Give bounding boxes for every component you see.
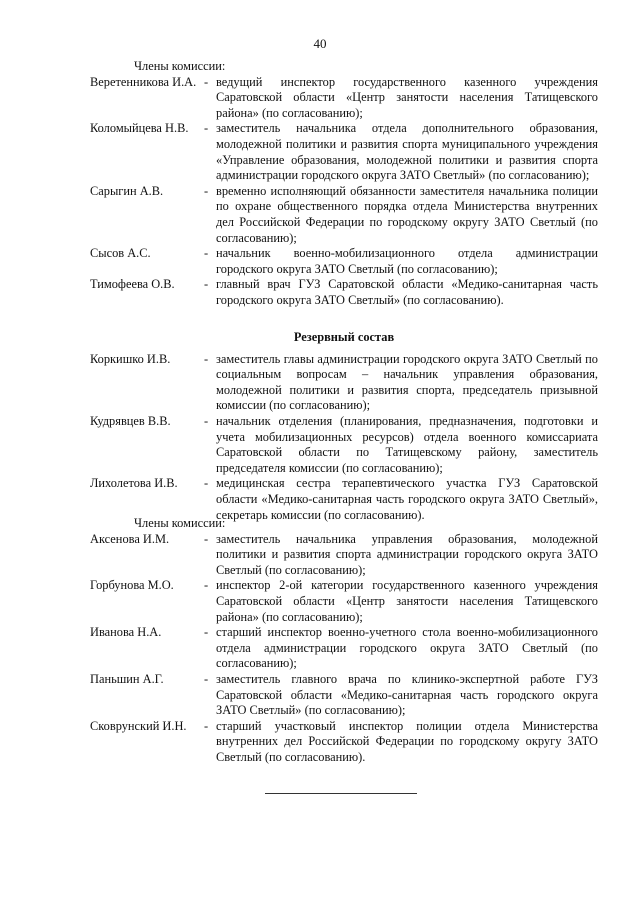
member-dash: - xyxy=(204,246,209,261)
section-label: Члены комиссии: xyxy=(134,516,226,530)
member-dash: - xyxy=(204,718,209,733)
member-dash: - xyxy=(204,531,209,546)
member-name: Сысов А.С. xyxy=(90,246,151,261)
member-entry xyxy=(90,719,598,766)
reserve-heading: Резервный состав xyxy=(293,330,395,344)
member-name: Сарыгин А.В. xyxy=(90,183,164,198)
member-role: заместитель начальника отдела дополнительного образования, молодежной политики и развития спорта муниципального учреждения «Управление образования, молодежной политики и развития спорта администрации городского округа ЗАТО Светлый» (по согласованию); xyxy=(216,121,598,183)
section-label: Члены комиссии: xyxy=(134,59,226,73)
member-entry xyxy=(90,75,598,122)
member-role: инспектор 2-ой категории государственного казенного учреждения Саратовской области «Центр занятости населения Татищевского района» (по согласованию); xyxy=(216,578,598,624)
member-role: медицинская сестра терапевтического участка ГУЗ Саратовской области «Медико-санитарная часть городского округа ЗАТО Светлый», секретарь комиссии (по согласованию). xyxy=(216,476,598,522)
member-name: Тимофеева О.В. xyxy=(90,277,175,292)
member-name: Коломыйцева Н.В. xyxy=(90,121,189,136)
member-entry xyxy=(90,414,598,476)
member-role: заместитель главного врача по клинико-экспертной работе ГУЗ Саратовской области «Медико-санитарная часть городского округа ЗАТО Светлый» (по согласованию); xyxy=(216,671,598,718)
member-dash: - xyxy=(204,277,209,292)
member-role: старший участковый инспектор полиции отдела Министерства внутренних дел Российской Федерации по городскому округу ЗАТО Светлый (по согласованию). xyxy=(216,718,598,764)
member-name: Сковрунский И.Н. xyxy=(90,718,187,733)
member-entry xyxy=(90,277,598,308)
member-entry xyxy=(90,246,598,277)
member-dash: - xyxy=(204,625,209,640)
member-name: Аксенова И.М. xyxy=(90,531,170,546)
section-members-1 xyxy=(90,59,598,309)
member-name: Лихолетова И.В. xyxy=(90,476,178,491)
page-number: 40 xyxy=(313,36,327,51)
member-name: Горбунова М.О. xyxy=(90,578,174,593)
member-role: старший инспектор военно-учетного стола военно-мобилизационного отдела администрации городского округа ЗАТО Светлый (по согласованию); xyxy=(216,625,598,671)
member-dash: - xyxy=(204,413,209,428)
member-role: заместитель начальника управления образования, молодежной политики и развития спорта администрации городского округа ЗАТО Светлый (по согласованию); xyxy=(216,531,598,577)
member-entry xyxy=(90,352,598,414)
member-role: ведущий инспектор государственного казенного учреждения Саратовской области «Центр занятости населения Татищевского района» (по согласованию); xyxy=(216,74,598,120)
member-entry xyxy=(90,532,598,579)
member-role: заместитель главы администрации городского округа ЗАТО Светлый по социальным вопросам – начальник управления образования, молодежной политики и развития спорта, председатель призывной комиссии (по согласованию); xyxy=(216,351,598,413)
section-reserve xyxy=(90,322,598,523)
member-entry xyxy=(90,672,598,719)
member-role: главный врач ГУЗ Саратовской области «Медико-санитарная часть городского округа ЗАТО Светлый» (по согласованию). xyxy=(216,277,598,307)
member-name: Коркишко И.В. xyxy=(90,351,171,366)
member-entry xyxy=(90,184,598,246)
member-dash: - xyxy=(204,351,209,366)
member-role: начальник отделения (планирования, предназначения, подготовки и учета мобилизационных ресурсов) отдела военного комиссариата Саратовской области по Татищевскому району, заместитель председателя комиссии (по согласованию); xyxy=(216,413,598,475)
member-name: Веретенникова И.А. xyxy=(90,74,197,89)
member-dash: - xyxy=(204,74,209,89)
member-dash: - xyxy=(204,183,209,198)
member-name: Иванова Н.А. xyxy=(90,625,162,640)
member-role: начальник военно-мобилизационного отдела администрации городского округа ЗАТО Светлый (по согласованию); xyxy=(216,246,598,276)
closing-separator-line xyxy=(265,793,417,794)
member-entry xyxy=(90,121,598,183)
member-name: Кудрявцев В.В. xyxy=(90,413,171,428)
member-dash: - xyxy=(204,671,209,686)
member-entry xyxy=(90,578,598,625)
member-dash: - xyxy=(204,578,209,593)
member-name: Паньшин А.Г. xyxy=(90,671,164,686)
member-dash: - xyxy=(204,476,209,491)
section-members-2 xyxy=(90,516,598,766)
member-entry xyxy=(90,625,598,672)
member-role: временно исполняющий обязанности заместителя начальника полиции по охране общественного порядка отдела Министерства внутренних дел Российской Федерации по городскому округу ЗАТО Светлый (по согласованию); xyxy=(216,183,598,245)
member-dash: - xyxy=(204,121,209,136)
